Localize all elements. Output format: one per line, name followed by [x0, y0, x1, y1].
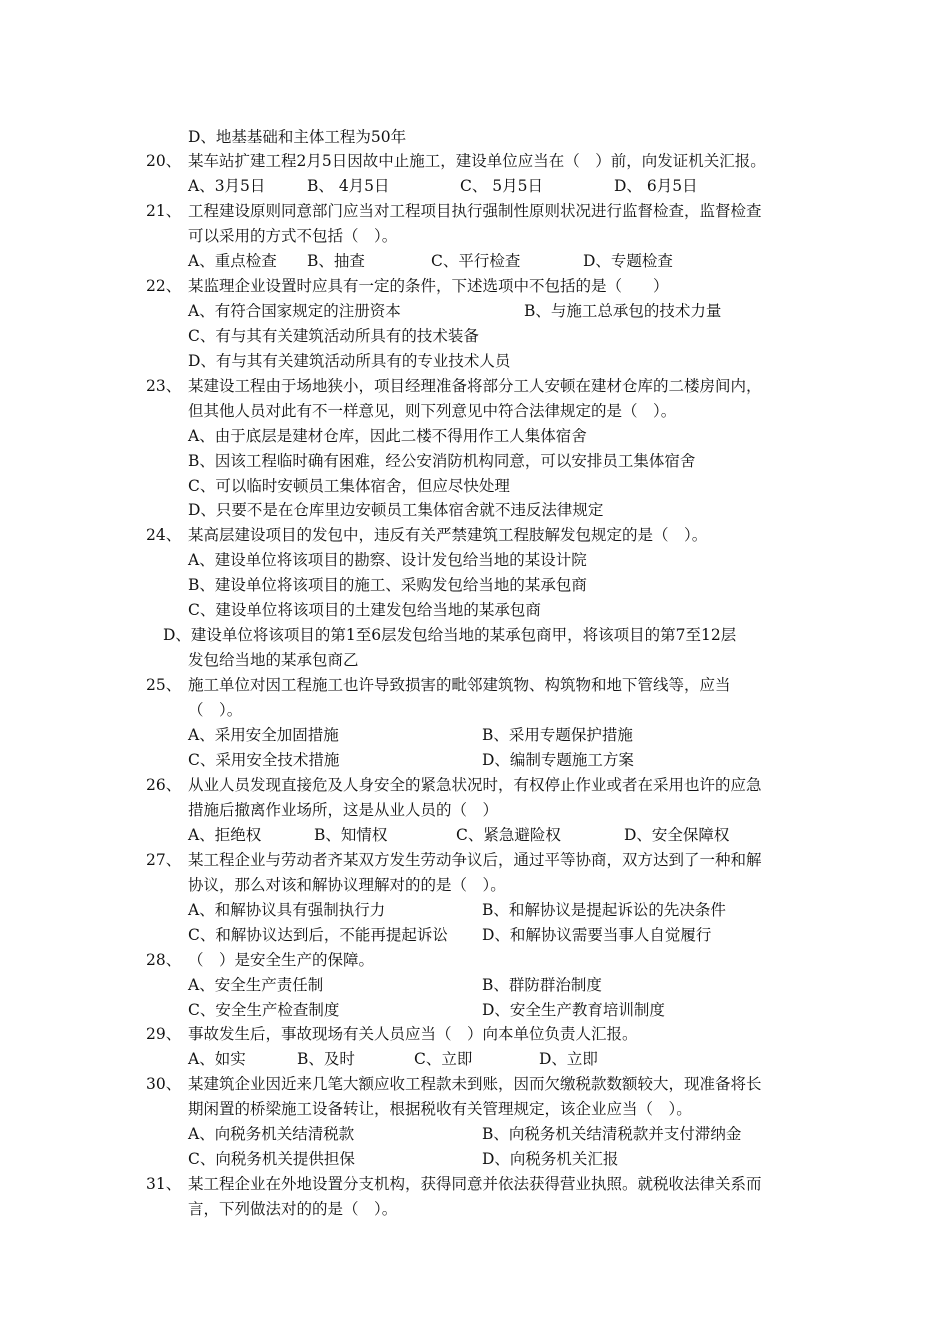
option-a-q26: A、拒绝权: [188, 826, 262, 844]
option-b-q23: B、因该工程临时确有困难，经公安消防机构同意，可以安排员工集体宿舍: [188, 452, 696, 470]
option-d-q24: D、建设单位将该项目的第1至6层发包给当地的某承包商甲，将该项目的第7至12层: [163, 626, 737, 644]
option-b-q24: B、建设单位将该项目的施工、采购发包给当地的某承包商: [188, 576, 587, 594]
option-a-q24: A、建设单位将该项目的勘察、设计发包给当地的某设计院: [188, 551, 587, 569]
option-d-q27: D、和解协议需要当事人自觉履行: [482, 926, 712, 944]
option-d-q25: D、编制专题施工方案: [482, 751, 634, 769]
option-c-q23: C、可以临时安顿员工集体宿舍，但应尽快处理: [188, 477, 510, 495]
question-text-21-cont: 可以采用的方式不包括（ ）。: [188, 227, 398, 245]
question-text-29: 事故发生后，事故现场有关人员应当（ ）向本单位负责人汇报。: [188, 1025, 638, 1043]
option-c-q28: C、安全生产检查制度: [188, 1001, 340, 1019]
option-d-q23: D、只要不是在仓库里边安顿员工集体宿舍就不违反法律规定: [188, 501, 604, 519]
question-number-31: 31、: [146, 1175, 182, 1193]
question-number-27: 27、: [146, 851, 182, 869]
question-text-30-cont: 期闲置的桥梁施工设备转让，根据税收有关管理规定，该企业应当（ ）。: [188, 1100, 692, 1118]
option-c-q25: C、采用安全技术措施: [188, 751, 340, 769]
option-d-q28: D、安全生产教育培训制度: [482, 1001, 665, 1019]
question-number-30: 30、: [146, 1075, 182, 1093]
option-b-q28: B、群防群治制度: [482, 976, 602, 994]
question-text-27: 某工程企业与劳动者齐某双方发生劳动争议后，通过平等协商，双方达到了一种和解: [188, 851, 762, 869]
question-text-25-cont: （ ）。: [188, 701, 243, 719]
option-b-q30: B、向税务机关结清税款并支付滞纳金: [482, 1125, 742, 1143]
question-number-29: 29、: [146, 1025, 182, 1043]
question-number-24: 24、: [146, 526, 182, 544]
question-text-21: 工程建设原则同意部门应当对工程项目执行强制性原则状况进行监督检查，监督检查: [188, 202, 762, 220]
option-d-q19: D、地基基础和主体工程为50年: [188, 128, 407, 146]
question-text-24: 某高层建设项目的发包中，违反有关严禁建筑工程肢解发包规定的是（ ）。: [188, 526, 708, 544]
option-a-q25: A、采用安全加固措施: [188, 726, 339, 744]
question-text-23-cont: 但其他人员对此有不一样意见，则下列意见中符合法律规定的是（ ）。: [188, 402, 677, 420]
question-text-25: 施工单位对因工程施工也许导致损害的毗邻建筑物、构筑物和地下管线等，应当: [188, 676, 731, 694]
option-d-q24-cont: 发包给当地的某承包商乙: [188, 651, 359, 669]
option-c-q26: C、紧急避险权: [456, 826, 561, 844]
question-text-26: 从业人员发现直接危及人身安全的紧急状况时，有权停止作业或者在采用也许的应急: [188, 776, 762, 794]
question-text-26-cont: 措施后撤离作业场所，这是从业人员的（ ）: [188, 801, 499, 819]
option-b-q20: B、 4月5日: [307, 177, 390, 195]
question-number-22: 22、: [146, 277, 182, 295]
question-text-31: 某工程企业在外地设置分支机构，获得同意并依法获得营业执照。就税收法律关系而: [188, 1175, 762, 1193]
option-c-q27: C、和解协议达到后，不能再提起诉讼: [188, 926, 448, 944]
option-c-q20: C、 5月5日: [460, 177, 544, 195]
option-d-q21: D、专题检查: [583, 252, 673, 270]
option-b-q26: B、知情权: [314, 826, 388, 844]
option-a-q30: A、向税务机关结清税款: [188, 1125, 355, 1143]
question-text-20: 某车站扩建工程2月5日因故中止施工，建设单位应当在（ ）前，向发证机关汇报。: [188, 152, 766, 170]
option-c-q29: C、立即: [414, 1050, 473, 1068]
option-a-q22: A、有符合国家规定的注册资本: [188, 302, 401, 320]
question-text-23: 某建设工程由于场地狭小，项目经理准备将部分工人安顿在建材仓库的二楼房间内，: [188, 377, 762, 395]
option-b-q27: B、和解协议是提起诉讼的先决条件: [482, 901, 726, 919]
question-number-23: 23、: [146, 377, 182, 395]
question-text-30: 某建筑企业因近来几笔大额应收工程款未到账，因而欠缴税款数额较大，现准备将长: [188, 1075, 762, 1093]
option-d-q26: D、安全保障权: [624, 826, 730, 844]
question-number-26: 26、: [146, 776, 182, 794]
question-number-28: 28、: [146, 951, 182, 969]
option-c-q22: C、有与其有关建筑活动所具有的技术装备: [188, 327, 479, 345]
question-number-21: 21、: [146, 202, 182, 220]
question-number-20: 20、: [146, 152, 182, 170]
option-a-q21: A、重点检查: [188, 252, 277, 270]
option-c-q30: C、向税务机关提供担保: [188, 1150, 355, 1168]
option-a-q23: A、由于底层是建材仓库，因此二楼不得用作工人集体宿舍: [188, 427, 587, 445]
option-b-q25: B、采用专题保护措施: [482, 726, 633, 744]
question-text-27-cont: 协议，那么对该和解协议理解对的的是（ ）。: [188, 876, 506, 894]
option-c-q21: C、平行检查: [431, 252, 521, 270]
option-d-q29: D、立即: [539, 1050, 598, 1068]
question-text-22: 某监理企业设置时应具有一定的条件，下述选项中不包括的是（ ）: [188, 277, 669, 295]
option-b-q21: B、抽查: [307, 252, 365, 270]
option-a-q29: A、如实: [188, 1050, 246, 1068]
question-number-25: 25、: [146, 676, 182, 694]
option-a-q27: A、和解协议具有强制执行力: [188, 901, 386, 919]
option-a-q20: A、3月5日: [188, 177, 266, 195]
option-b-q29: B、及时: [297, 1050, 355, 1068]
option-c-q24: C、建设单位将该项目的土建发包给当地的某承包商: [188, 601, 541, 619]
option-d-q22: D、有与其有关建筑活动所具有的专业技术人员: [188, 352, 511, 370]
option-a-q28: A、安全生产责任制: [188, 976, 324, 994]
question-text-31-cont: 言，下列做法对的的是（ ）。: [188, 1200, 398, 1218]
option-b-q22: B、与施工总承包的技术力量: [524, 302, 722, 320]
question-text-28: （ ）是安全生产的保障。: [188, 951, 375, 969]
option-d-q20: D、 6月5日: [614, 177, 698, 195]
option-d-q30: D、向税务机关汇报: [482, 1150, 619, 1168]
